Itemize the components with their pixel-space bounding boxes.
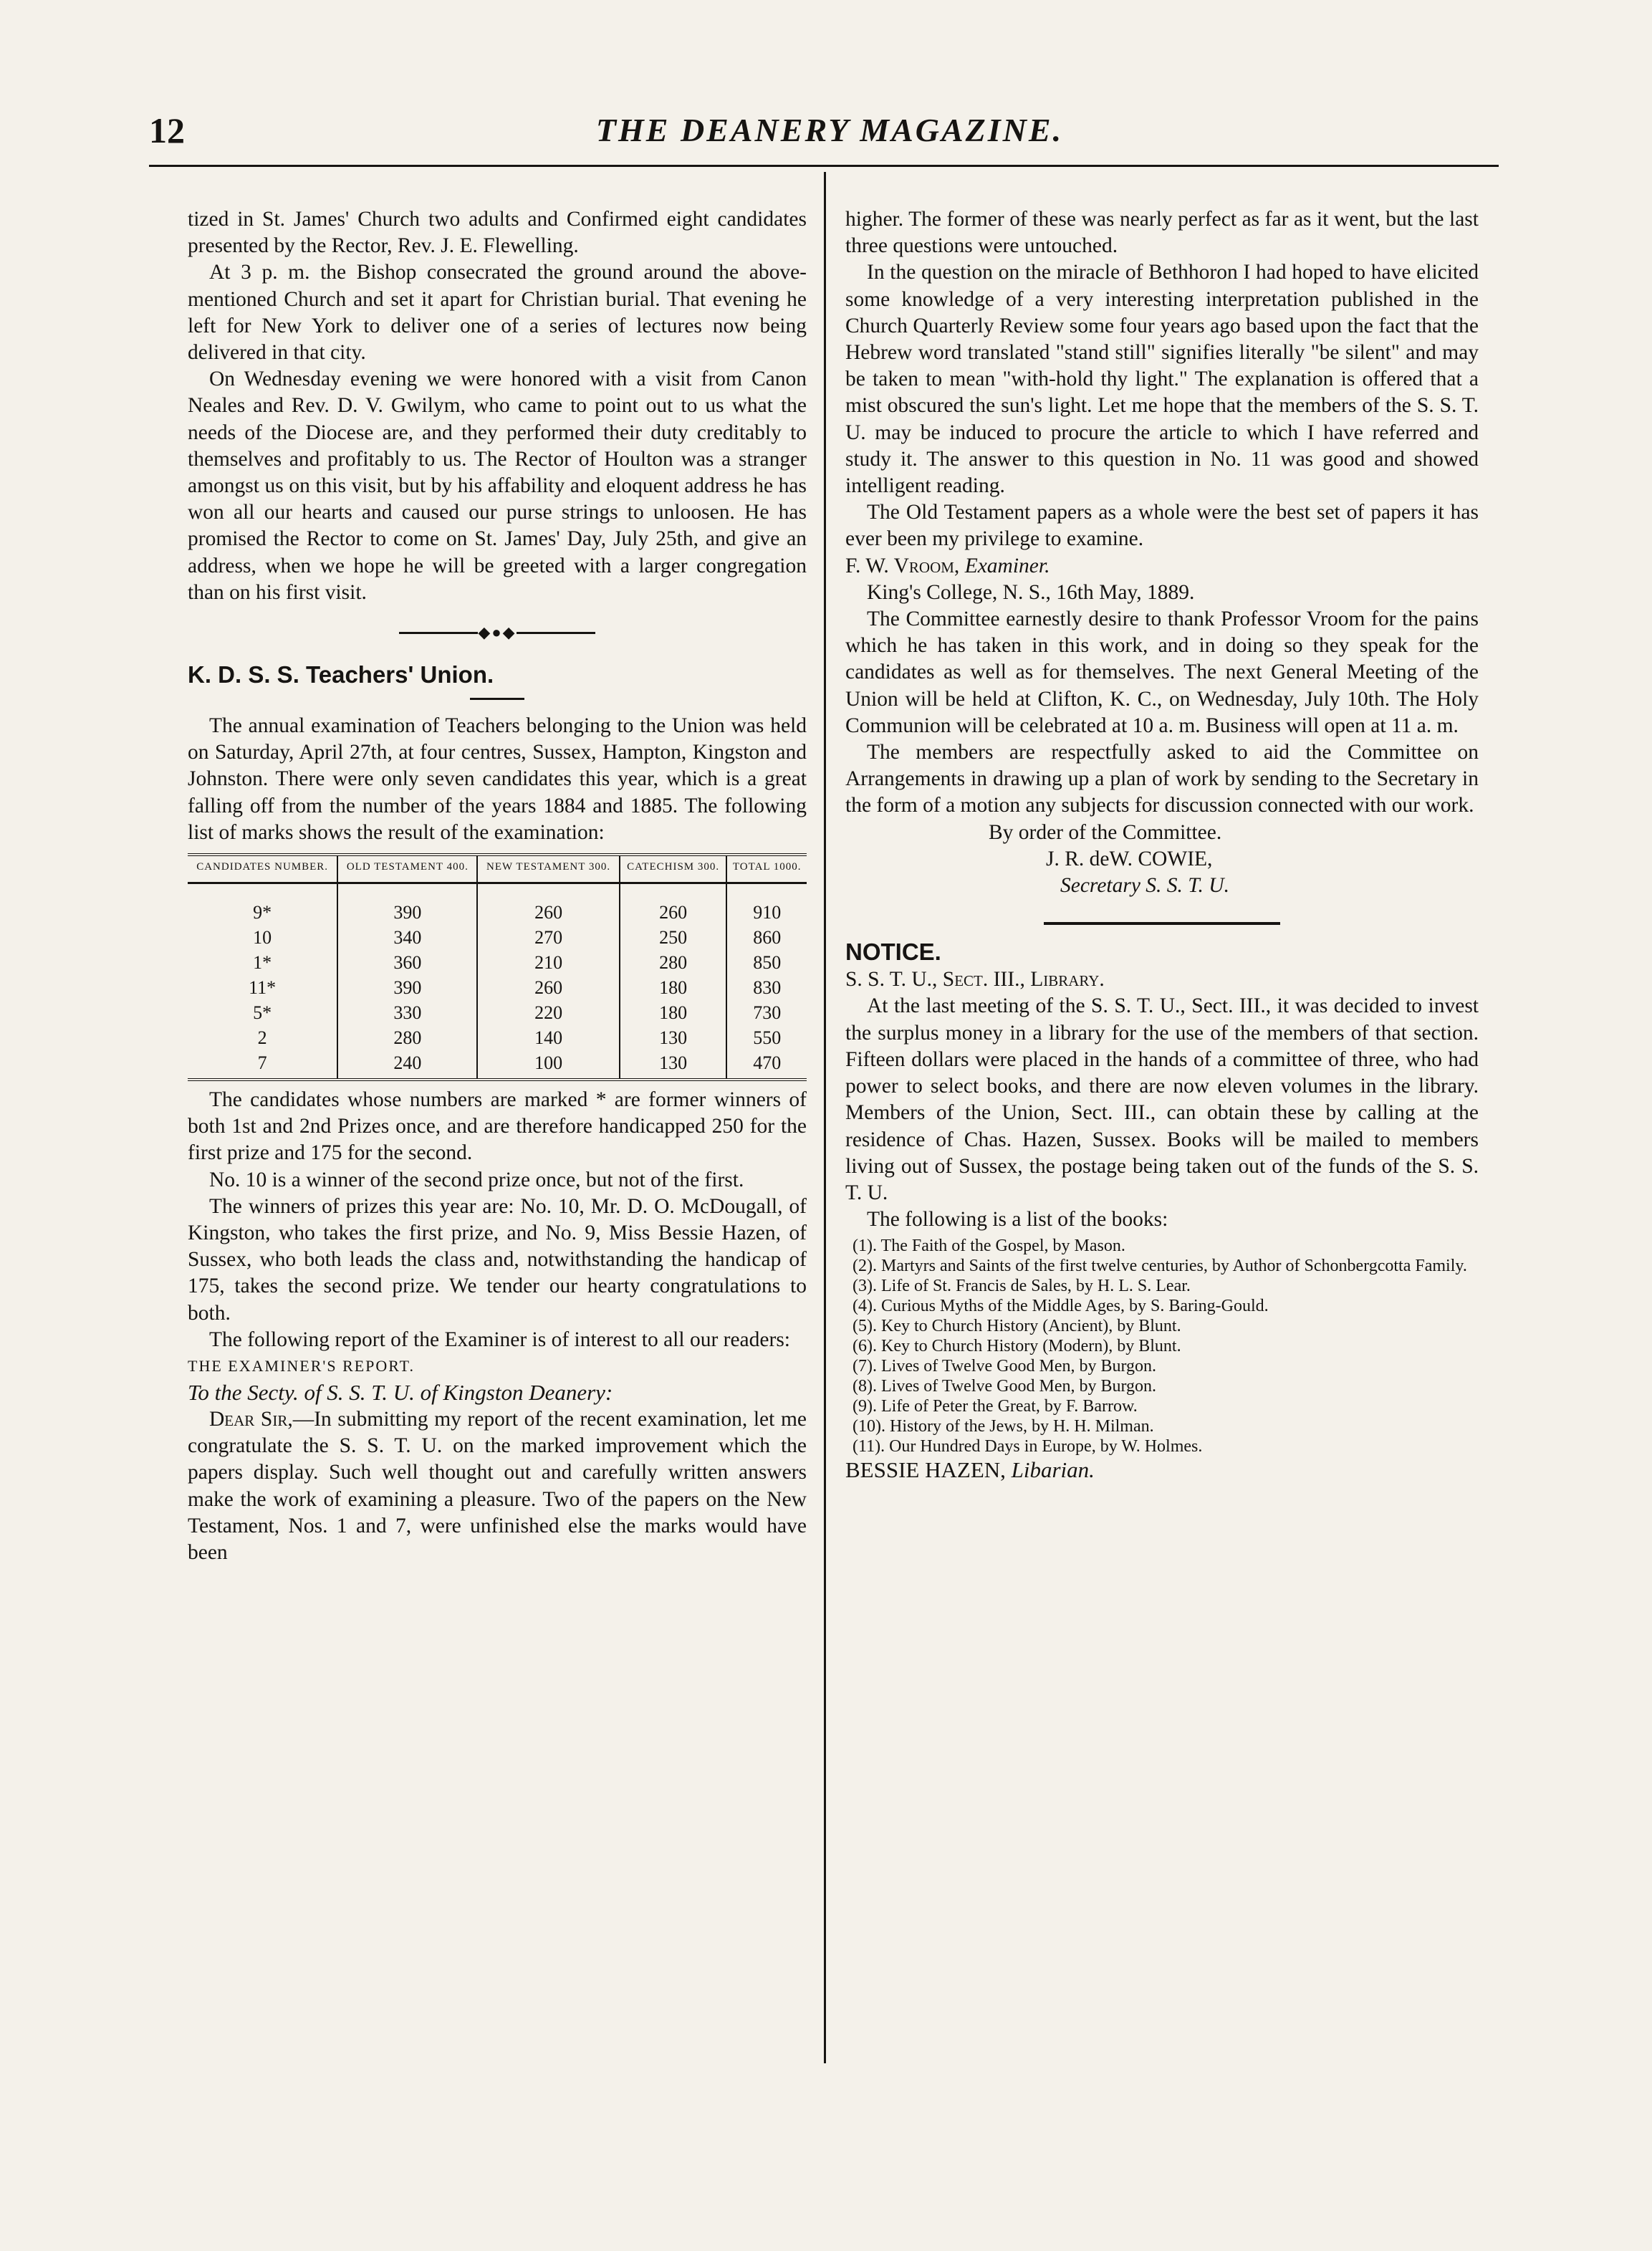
table-cell: 280 [620, 950, 727, 975]
table-cell: 270 [477, 925, 619, 950]
list-item: (2). Martyrs and Saints of the first twelve centuries, by Author of Schonbergcotta Family. [853, 1257, 1467, 1276]
table-row [188, 950, 807, 975]
list-item: (6). Key to Church History (Modern), by Blunt. [853, 1337, 1181, 1356]
examiner-signature [845, 553, 1479, 580]
book-list [853, 1236, 1479, 1456]
paragraph: At the last meeting of the S. S. T. U., Sect. III., it was decided to invest the surplus money in a library for the use of the members of that section. Fifteen dollars were placed in the hands of a committee of three, who had power to select books, and there are now eleven volumes in the library. Members of the Union, Sect. III., can obtain these by calling at the residence of Chas. Hazen, Sussex. Books will be mailed to members living out of Sussex, the postage being taken out of the funds of the S. S. T. U. [845, 994, 1479, 1204]
paragraph: The annual examination of Teachers belonging to the Union was held on Saturday, April 27th, at four centres, Sussex, Hampton, Kingston and Johnston. There were only seven candidates this year, which is a great falling off from the number of the years 1884 and 1885. The following list of marks shows the result of the examination: [188, 714, 807, 844]
paragraph: At 3 p. m. the Bishop consecrated the ground around the above-mentioned Church and set it apart for Christian burial. That evening he left for New York to deliver one of a series of lectures now being delivered in that city. [188, 261, 807, 365]
table-cell: 910 [726, 883, 807, 926]
table-row [188, 925, 807, 950]
table-cell: 330 [337, 1000, 477, 1025]
signature-name: J. R. deW. COWIE, [1046, 847, 1213, 870]
paragraph: The following is a list of the books: [867, 1208, 1168, 1232]
librarian-name: BESSIE HAZEN, [845, 1457, 1006, 1483]
paragraph: The Committee earnestly desire to thank Professor Vroom for the pains which he has taken in this work, and in doing so they speak for the candidates as well as for themselves. The next General Meeting of the Union will be held at Clifton, K. C., on Wednesday, July 10th. The Holy Communion will be celebrated at 10 a. m. Business will open at 11 a. m. [845, 608, 1479, 737]
examiner-title: Examiner. [964, 554, 1050, 577]
table-cell: 390 [337, 883, 477, 926]
signature-title: Secretary S. S. T. U. [1060, 874, 1229, 898]
list-item: (7). Lives of Twelve Good Men, by Burgon. [853, 1357, 1157, 1376]
table-cell: 860 [726, 925, 807, 950]
table-cell: 210 [477, 950, 619, 975]
table-row [188, 975, 807, 1000]
marks-table [188, 853, 807, 1081]
table-cell: 1* [253, 952, 272, 974]
table-cell: 830 [726, 975, 807, 1000]
page-number: 12 [149, 110, 185, 150]
notice-rule [1044, 922, 1280, 925]
table-cell: 260 [477, 975, 619, 1000]
table-header: CANDIDATES NUMBER. [188, 855, 337, 883]
table-row [188, 1050, 807, 1080]
paragraph: No. 10 is a winner of the second prize once, but not of the first. [209, 1168, 744, 1191]
list-item: (10). History of the Jews, by H. H. Milman. [853, 1417, 1154, 1436]
table-cell: 5* [253, 1002, 272, 1024]
table-cell: 180 [620, 975, 727, 1000]
report-salutation: To the Secty. of S. S. T. U. of Kingston Deanery: [188, 1380, 613, 1406]
list-item: (11). Our Hundred Days in Europe, by W. Holmes. [853, 1437, 1203, 1456]
paragraph: The members are respectfully asked to aid the Committee on Arrangements in drawing up a plan of work by sending to the Secretary in the form of a motion any subjects for discussion connected with our work. [845, 741, 1479, 817]
table-header: OLD TESTAMENT 400. [337, 855, 477, 883]
table-cell: 100 [477, 1050, 619, 1080]
table-cell: 340 [337, 925, 477, 950]
table-cell: 260 [620, 883, 727, 926]
table-cell: 220 [477, 1000, 619, 1025]
list-item: (4). Curious Myths of the Middle Ages, by S. Baring-Gould. [853, 1297, 1269, 1316]
table-cell: 260 [477, 883, 619, 926]
table-header: CATECHISM 300. [620, 855, 727, 883]
table-cell: 280 [337, 1025, 477, 1050]
list-item: (8). Lives of Twelve Good Men, by Burgon. [853, 1377, 1157, 1396]
librarian-title: Libarian. [1011, 1457, 1095, 1483]
list-item: (3). Life of St. Francis de Sales, by H. L. S. Lear. [853, 1277, 1191, 1296]
magazine-title: THE DEANERY MAGAZINE. [595, 112, 1064, 148]
paragraph: On Wednesday evening we were honored with a visit from Canon Neales and Rev. D. V. Gwilym, who came to point out to us what the needs of the Diocese are, and they performed their duty creditably to themselves and profitably to us. The Rector of Houlton was a stranger amongst us on this visit, but by his affability and eloquent address he has won all our hearts and caused our purse strings to unloosen. He has promised the Rector to come on St. James' Day, July 25th, and give an address, when we hope he will be greeted with a larger congregation than on his first visit. [188, 368, 807, 604]
table-cell: 11* [249, 977, 277, 999]
table-cell: 180 [620, 1000, 727, 1025]
table-cell: 470 [726, 1050, 807, 1080]
paragraph: higher. The former of these was nearly perfect as far as it went, but the last three questions were untouched. [845, 208, 1479, 258]
table-cell: 250 [620, 925, 727, 950]
table-cell: 9* [253, 902, 272, 923]
table-cell: 130 [620, 1025, 727, 1050]
paragraph: The winners of prizes this year are: No. 10, Mr. D. O. McDougall, of Kingston, who takes the first prize, and No. 9, Miss Bessie Hazen, of Sussex, who both leads the class and, notwithstanding the handicap of 175, takes the second prize. We tender our hearty congratulations to both. [188, 1194, 807, 1325]
table-cell: 130 [620, 1050, 727, 1080]
paragraph: tized in St. James' Church two adults and Confirmed eight candidates presented by the Rector, Rev. J. E. Flewelling. [188, 208, 807, 258]
table-cell: 360 [337, 950, 477, 975]
table-header: NEW TESTAMENT 300. [477, 855, 619, 883]
table-cell: 550 [726, 1025, 807, 1050]
paragraph [188, 1406, 807, 1566]
table-cell: 730 [726, 1000, 807, 1025]
table-cell: 7 [188, 1050, 337, 1080]
table-cell: 140 [477, 1025, 619, 1050]
table-row [188, 1025, 807, 1050]
notice-heading: NOTICE. [845, 939, 941, 966]
table-cell: 850 [726, 950, 807, 975]
list-item: (1). The Faith of the Gospel, by Mason. [853, 1237, 1125, 1256]
table-header-row [188, 855, 807, 883]
table-header: TOTAL 1000. [726, 855, 807, 883]
paragraph: The Old Testament papers as a whole were the best set of papers it has ever been my privilege to examine. [845, 501, 1479, 551]
page-header [149, 109, 1510, 159]
table-cell: 10 [253, 927, 272, 949]
heading-rule [470, 698, 524, 700]
section-heading: K. D. S. S. Teachers' Union. [188, 661, 494, 688]
column-divider [824, 172, 826, 2063]
paragraph: The candidates whose numbers are marked * are former winners of both 1st and 2nd Prizes once, and are therefore handicapped 250 for the first prize and 175 for the second. [188, 1088, 807, 1165]
table-cell: 240 [337, 1050, 477, 1080]
list-item: (9). Life of Peter the Great, by F. Barrow. [853, 1397, 1138, 1416]
report-date: King's College, N. S., 16th May, 1889. [867, 580, 1195, 604]
paragraph-text: —In submitting my report of the recent examination, let me congratulate the S. S. T. U. on the marked improvement which the papers display. Such well thought out and carefully written answers make the work of examining a pleasure. Two of the papers on the New Testament, Nos. 1 and 7, were unfinished else the marks would have been [188, 1408, 807, 1565]
paragraph: In the question on the miracle of Bethhoron I had hoped to have elicited some knowledge of a very interesting interpretation published in the Church Quarterly Review some four years ago based upon the fact that the Hebrew word translated "stand still" signifies literally "be silent" and may be taken to mean "with-hold thy light." The explanation is offered that a mist obscured the sun's light. Let me hope that the members of the S. S. T. U. may be induced to procure the article to which I have referred and study it. The answer to this question in No. 11 was good and showed intelligent reading. [845, 261, 1479, 498]
notice-subheading: S. S. T. U., Sect. III., Library. [845, 968, 1105, 992]
section-ornament: ◆●◆ [188, 622, 807, 642]
librarian-signature [845, 1456, 1479, 1483]
right-column [845, 206, 1479, 1484]
paragraph: The following report of the Examiner is of interest to all our readers: [209, 1328, 790, 1351]
signature-order: By order of the Committee. [989, 820, 1222, 844]
table-row [188, 1000, 807, 1025]
left-column [188, 206, 807, 1566]
report-heading: THE EXAMINER'S REPORT. [188, 1357, 415, 1376]
table-cell: 2 [257, 1027, 267, 1049]
table-row [188, 883, 807, 926]
salutation-lead: Dear Sir, [209, 1408, 293, 1431]
table-cell: 390 [337, 975, 477, 1000]
header-rule [149, 165, 1499, 167]
examiner-name: F. W. Vroom, [845, 554, 960, 577]
list-item: (5). Key to Church History (Ancient), by Blunt. [853, 1317, 1181, 1336]
